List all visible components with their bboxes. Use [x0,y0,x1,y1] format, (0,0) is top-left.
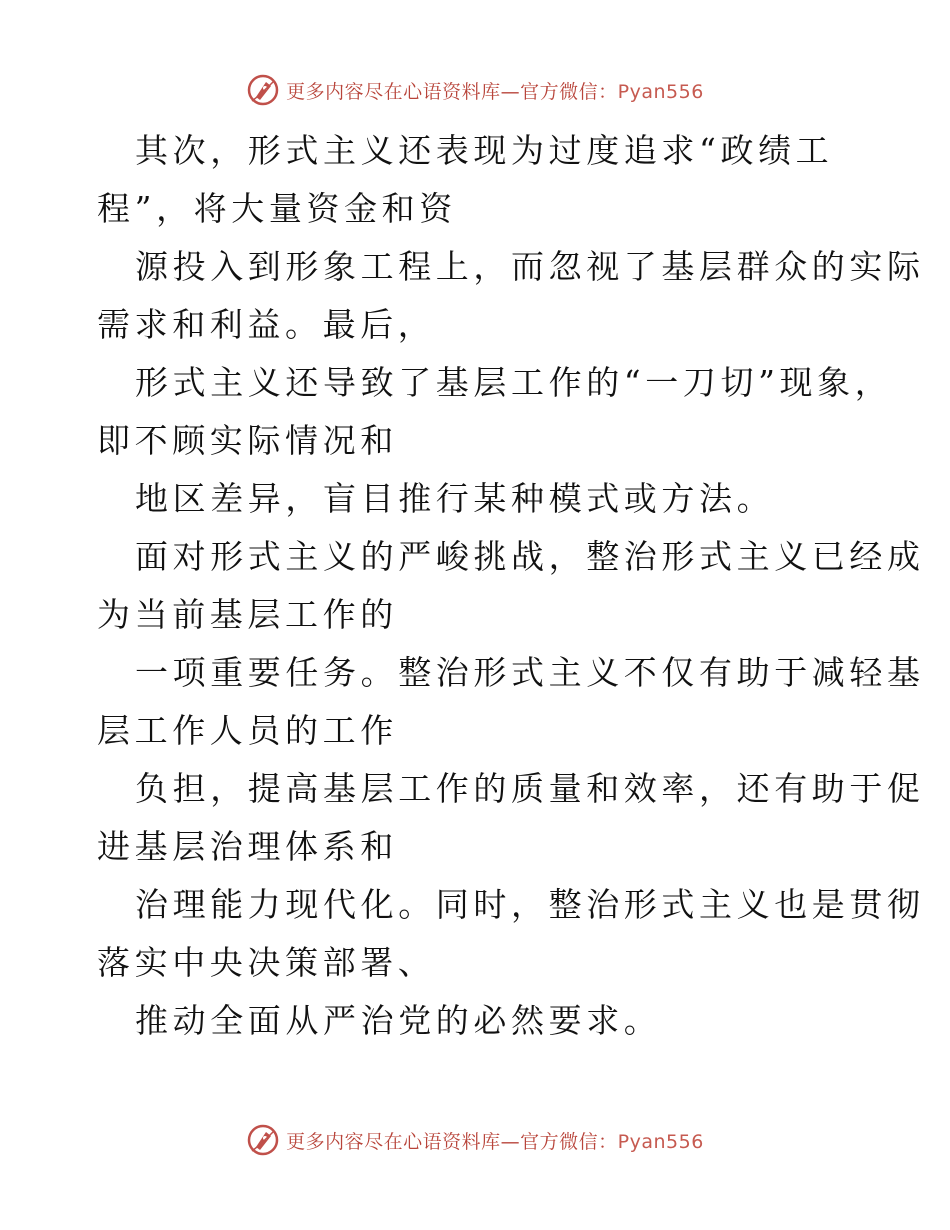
footer-wechat-id: Pyan556 [617,1130,704,1153]
body-line-15: 落实中央决策部署、 [97,943,436,982]
body-line-9: 为当前基层工作的 [97,595,398,634]
header-banner [0,70,950,110]
body-line-4: 需求和利益。最后， [97,305,436,344]
body-line-14: 治理能力现代化。同时，整治形式主义也是贯彻 [135,885,925,924]
body-line-8: 面对形式主义的严峻挑战，整治形式主义已经成 [135,537,925,576]
body-line-13: 进基层治理体系和 [97,827,398,866]
body-line-11: 层工作人员的工作 [97,711,398,750]
body-line-12: 负担，提高基层工作的质量和效率，还有助于促 [135,769,925,808]
body-line-2: 程”，将大量资金和资 [97,189,457,228]
header-wechat-id: Pyan556 [617,80,704,103]
body-line-5: 形式主义还导致了基层工作的“一刀切”现象， [135,363,893,402]
body-line-10: 一项重要任务。整治形式主义不仅有助于减轻基 [135,653,925,692]
footer-banner-text: 更多内容尽在心语资料库—官方微信：Pyan556 [286,1130,704,1153]
body-line-16: 推动全面从严治党的必然要求。 [135,1001,662,1040]
body-line-3: 源投入到形象工程上，而忽视了基层群众的实际 [135,247,925,286]
document-body [97,122,925,1050]
body-line-7: 地区差异，盲目推行某种模式或方法。 [135,479,775,518]
footer-banner [0,1120,950,1160]
body-line-6: 即不顾实际情况和 [97,421,398,460]
header-banner-text: 更多内容尽在心语资料库—官方微信：Pyan556 [286,80,704,103]
pen-nib-circle-icon [246,73,280,107]
body-line-1: 其次，形式主义还表现为过度追求“政绩工 [135,131,834,170]
pen-nib-circle-icon [246,1123,280,1157]
